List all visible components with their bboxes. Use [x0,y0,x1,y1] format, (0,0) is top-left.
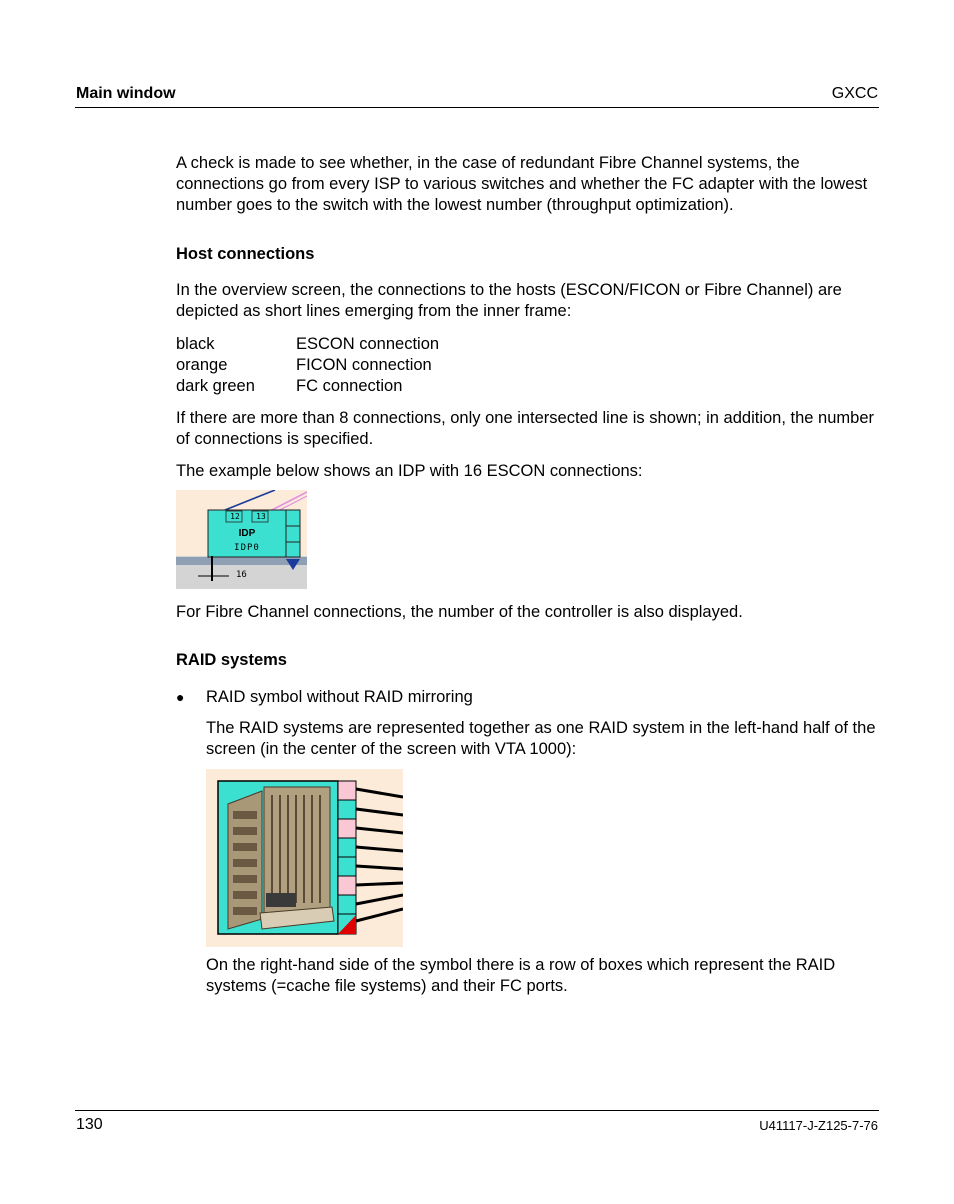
idp-title-label: IDP [238,528,256,539]
raid-bullet-text: RAID symbol without RAID mirroring [206,688,473,706]
running-header-title: Main window [76,85,176,102]
more-connections-paragraph: If there are more than 8 connections, only one intersected line is shown; in addition, the number of connections is specified. [176,409,874,448]
idp-name-label: IDP0 [234,543,260,553]
legend-meaning-escon: ESCON connection [296,335,440,353]
footer-rule [75,1110,879,1111]
running-header-product: GXCC [831,85,878,102]
host-connections-paragraph: In the overview screen, the connections to the hosts (ESCON/FICON or Fibre Channel) are depicted as short lines emerging from the inner frame: [176,281,842,320]
example-intro-paragraph: The example below shows an IDP with 16 ESCON connections: [176,462,643,480]
legend-color-dark-green: dark green [176,377,255,395]
raid-boxes-paragraph: On the right-hand side of the symbol there is a row of boxes which represent the RAID systems (=cache file systems) and their FC ports. [206,956,836,995]
section-heading-host-connections: Host connections [176,245,315,263]
legend-meaning-ficon: FICON connection [296,356,432,374]
idp-box-13-label: 13 [256,512,266,521]
legend-color-orange: orange [176,356,228,374]
idp-box-12-label: 12 [230,512,240,521]
legend-meaning-fc: FC connection [296,377,403,395]
legend-color-black: black [176,335,215,353]
page-number: 130 [76,1116,103,1133]
document-id: U41117-J-Z125-7-76 [759,1118,878,1133]
section-heading-raid-systems: RAID systems [176,651,287,669]
intro-paragraph: A check is made to see whether, in the case of redundant Fibre Channel systems, the connections go from every ISP to various switches and whether the FC adapter with the lowest number goes to the switch with the lowest number (throughput optimization). [176,154,868,214]
idp-example-figure [176,490,307,589]
bullet-marker: ● [176,689,185,705]
raid-symbol-figure [206,769,403,947]
idp-connection-count-label: 16 [236,570,247,580]
header-rule [75,107,879,108]
raid-description-paragraph: The RAID systems are represented together as one RAID system in the left-hand half of the screen (in the center of the screen with VTA 1000): [206,719,876,758]
fibre-channel-paragraph: For Fibre Channel connections, the number of the controller is also displayed. [176,603,743,621]
